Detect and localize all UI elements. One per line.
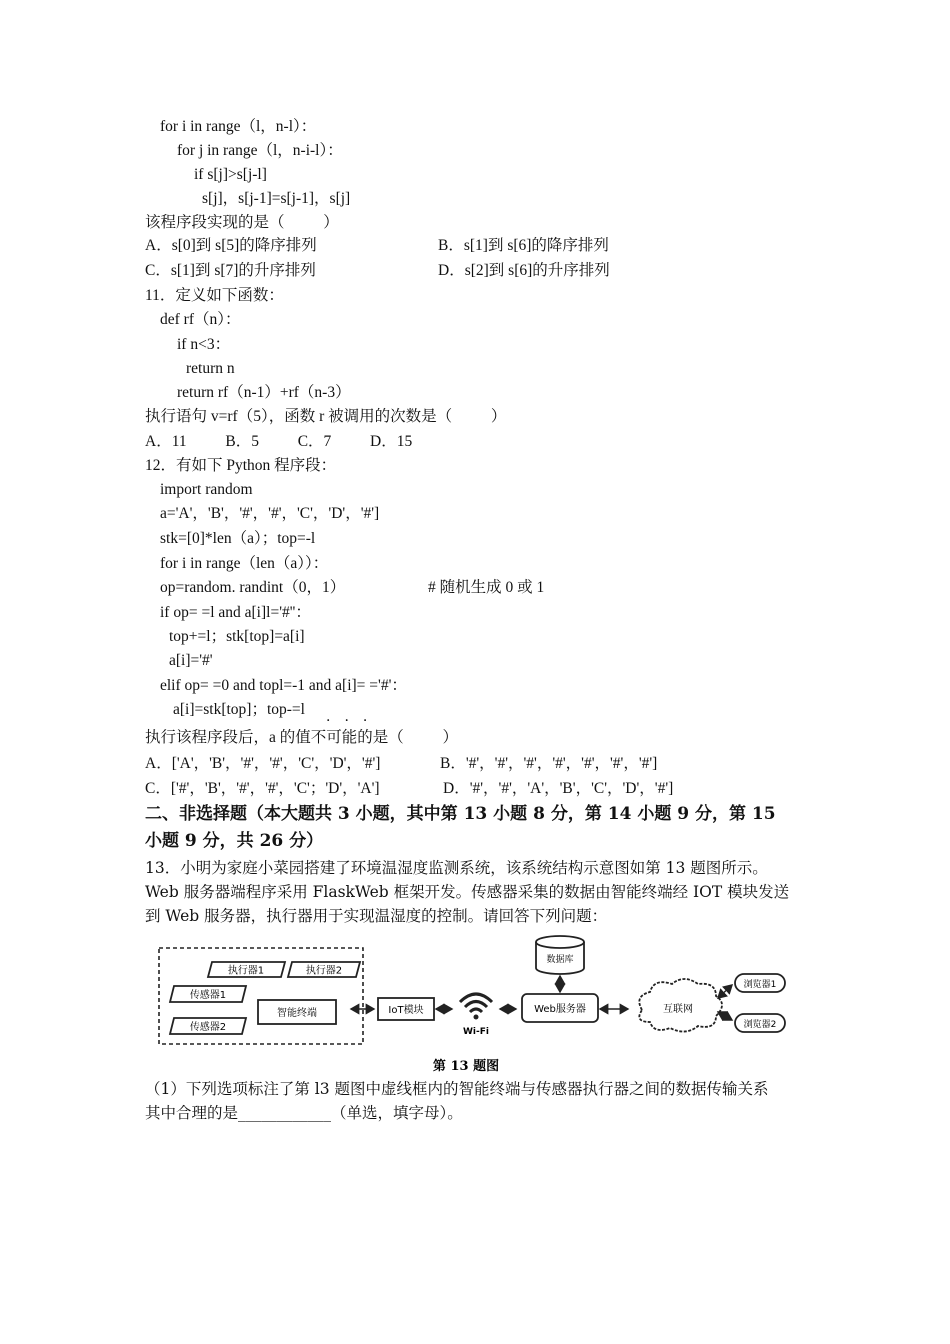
q13-sub1-line-1: （1）下列选项标注了第 l3 题图中虚线框内的智能终端与传感器执行器之间的数据传输关系 [145, 1080, 769, 1098]
web-server-label: Web服务器 [534, 1004, 586, 1015]
q10-code-line-1: for i in range（l，n-l）： [160, 118, 317, 135]
q12-code-line-6: if op= =l and a[i]l='#''： [160, 604, 311, 621]
section-heading-line-1: 二、非选择题（本大题共 3 小题，其中第 13 小题 8 分，第 14 小题 9 分，第 15 [145, 804, 776, 824]
q12-code-line-8: a[i]='#' [169, 652, 213, 669]
sensor-1-box [170, 986, 246, 1002]
q12-question: 执行该程序段后，a 的值不可能的是（ ） [145, 729, 459, 746]
actuator-1-box [208, 962, 285, 977]
q10-option-a: A．s[0]到 s[5]的降序排列 [145, 237, 317, 254]
q13-paragraph-line-2: Web 服务器端程序采用 FlaskWeb 框架开发。传感器采集的数据由智能终端经 IOT 模块发送 [145, 883, 790, 901]
section-heading-line-2: 小题 9 分，共 26 分） [145, 831, 324, 851]
browser-1-box [735, 974, 785, 992]
smart-terminal-label: 智能终端 [277, 1008, 317, 1019]
q12-option-d: D．'#'，'#'，'A'，'B'，'C'，'D'，'#'] [443, 780, 674, 797]
smart-terminal-box [258, 1000, 336, 1024]
q10-code-line-2: for j in range（l，n-i-l）： [177, 142, 343, 159]
q12-code-line-7: top+=l；stk[top]=a[i] [169, 628, 305, 645]
q11-stem: 11．定义如下函数： [145, 287, 284, 304]
iot-module-box [378, 998, 434, 1020]
browser-2-box [735, 1014, 785, 1032]
sensor-2-label: 传感器2 [189, 1022, 227, 1033]
wifi-label: Wi-Fi [463, 1027, 489, 1037]
q11-question: 执行语句 v=rf（5），函数 r 被调用的次数是（ ） [145, 408, 507, 425]
system-structure-diagram [150, 930, 800, 1080]
web-server-box [522, 994, 598, 1022]
q10-option-d: D．s[2]到 s[6]的升序排列 [438, 262, 610, 279]
q12-code-line-3: stk=[0]*len（a）；top=-l [160, 530, 316, 547]
q12-option-c: C．['#'，'B'，'#'，'#'，'C'；'D'，'A'] [145, 780, 380, 797]
q12-stem: 12．有如下 Python 程序段： [145, 457, 337, 474]
sensor-1-label: 传感器1 [189, 990, 227, 1001]
figure-caption: 第 13 题图 [432, 1059, 500, 1074]
q12-code-line-10: a[i]=stk[top]；top-=l [173, 701, 305, 718]
q10-code-line-3: if s[j]>s[j-l] [194, 166, 267, 183]
actuator-2-box [288, 962, 360, 977]
browser-1-label: 浏览器1 [743, 980, 777, 990]
iot-module-label: IoT模块 [388, 1005, 424, 1016]
wifi-icon [460, 994, 492, 1037]
q10-option-b: B．s[1]到 s[6]的降序排列 [438, 237, 609, 254]
q12-code-comment: # 随机生成 0 或 1 [428, 579, 545, 596]
q13-paragraph-line-1: 13．小明为家庭小菜园搭建了环境温湿度监测系统，该系统结构示意图如第 13 题图所示。 [145, 859, 768, 877]
sensor-2-box [170, 1018, 246, 1034]
q12-code-line-4: for i in range（len（a））： [160, 555, 329, 572]
database-cylinder [536, 936, 584, 974]
q12-option-b: B．'#'，'#'，'#'，'#'，'#'，'#'，'#'] [440, 755, 658, 772]
internet-label: 互联网 [663, 1004, 693, 1015]
q11-code-line-2: if n<3： [177, 336, 231, 353]
q12-code-line-5: op=random. randint（0，1） [160, 579, 346, 596]
q10-option-c: C．s[1]到 s[7]的升序排列 [145, 262, 316, 279]
q12-code-line-9: elif op= =0 and topl=-1 and a[i]= ='#'： [160, 677, 407, 694]
q12-option-a: A．['A'，'B'，'#'，'#'，'C'，'D'，'#'] [145, 755, 381, 772]
q12-code-line-1: import random [160, 481, 253, 498]
q13-sub1-line-2: 其中合理的是____________（单选，填字母）。 [145, 1104, 463, 1122]
q11-options: A．11 B．5 C．7 D．15 [145, 433, 413, 450]
q10-code-line-4: s[j]，s[j-1]=s[j-1]，s[j] [202, 190, 351, 207]
emphasis-dots: ··· [326, 713, 382, 729]
internet-cloud-icon [639, 979, 722, 1032]
database-label: 数据库 [546, 955, 574, 965]
q11-code-line-4: return rf（n-1）+rf（n-3） [177, 384, 351, 401]
q13-paragraph-line-3: 到 Web 服务器，执行器用于实现温湿度的控制。请回答下列问题： [145, 907, 608, 925]
q11-code-line-3: return n [186, 360, 235, 377]
q12-code-line-2: a='A'，'B'，'#'，'#'，'C'，'D'，'#'] [160, 505, 380, 522]
actuator-1-label: 执行器1 [227, 965, 265, 977]
actuator-2-label: 执行器2 [305, 965, 343, 977]
browser-2-label: 浏览器2 [743, 1020, 777, 1030]
q11-code-line-1: def rf（n）： [160, 311, 241, 328]
q10-question: 该程序段实现的是（ ） [145, 214, 339, 231]
